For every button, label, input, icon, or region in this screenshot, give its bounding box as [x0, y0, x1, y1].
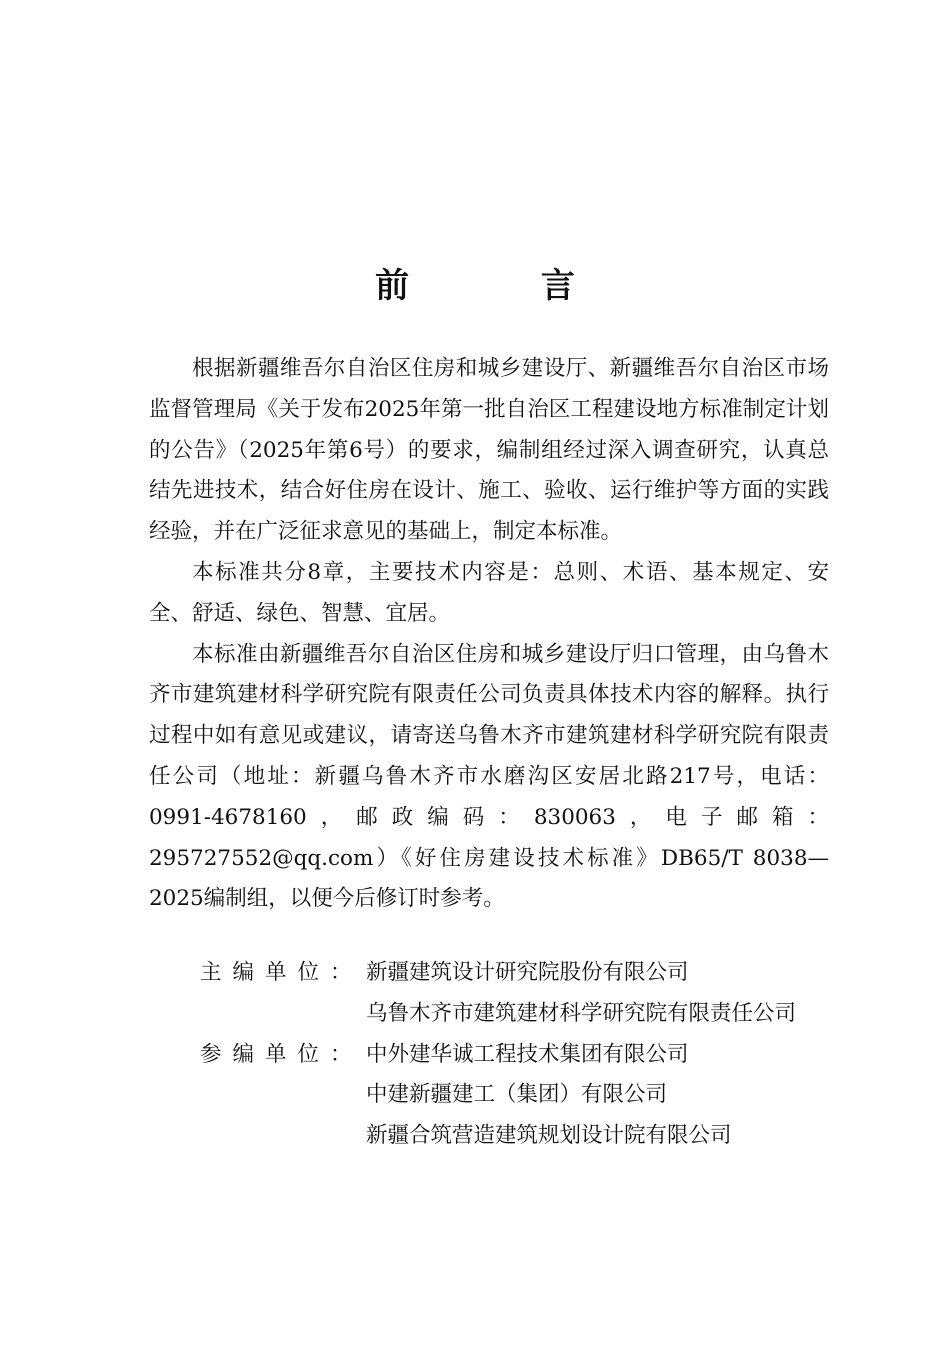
- chief-unit-name: 乌鲁木齐市建筑建材科学研究院有限责任公司: [366, 1000, 797, 1026]
- chief-unit-name: 新疆建筑设计研究院股份有限公司: [366, 960, 689, 985]
- editing-units: [200, 953, 830, 1157]
- chief-editing-unit: 主编单位： 新疆建筑设计研究院股份有限公司 乌鲁木齐市建筑建材科学研究院有限责任公司: [200, 953, 830, 1035]
- page-title: 前 言: [375, 266, 635, 306]
- participating-unit-name: 新疆合筑营造建筑规划设计院有限公司: [366, 1123, 732, 1149]
- participating-editing-unit-label: 参编单位: [200, 1041, 331, 1067]
- participating-unit-name: 中外建华诚工程技术集团有限公司: [366, 1041, 689, 1067]
- paragraph-management: 本标准由新疆维吾尔自治区住房和城乡建设厅归口管理，由乌鲁木齐市建筑建材科学研究院有限责任公司负责具体技术内容的解释。执行过程中如有意见或建议，请寄送乌鲁木齐市建筑建材科学研究院有限责任公司（地址：新疆乌鲁木齐市水磨沟区安居北路217号，电话：0991-4678160，邮政编码：830063，电子邮箱：295727552@qq.com）《好住房建设技术标准》DB65/T 8038—2025编制组，以便今后修订时参考。: [149, 641, 829, 912]
- preface-body: [149, 349, 829, 920]
- paragraph-basis: 根据新疆维吾尔自治区住房和城乡建设厅、新疆维吾尔自治区市场监督管理局《关于发布2025年第一批自治区工程建设地方标准制定计划的公告》（2025年第6号）的要求，编制组经过深入调查研究，认真总结先进技术，结合好住房在设计、施工、验收、运行维护等方面的实践经验，并在广泛征求意见的基础上，制定本标准。: [149, 356, 829, 545]
- paragraph-contents: 本标准共分8章，主要技术内容是：总则、术语、基本规定、安全、舒适、绿色、智慧、宜居。: [149, 559, 829, 626]
- chief-editing-unit-label: 主编单位: [200, 960, 331, 985]
- participating-editing-unit: 参编单位： 中外建华诚工程技术集团有限公司 中建新疆建工（集团）有限公司 新疆合筑营造建筑规划设计院有限公司: [200, 1035, 830, 1157]
- participating-unit-name: 中建新疆建工（集团）有限公司: [366, 1082, 668, 1108]
